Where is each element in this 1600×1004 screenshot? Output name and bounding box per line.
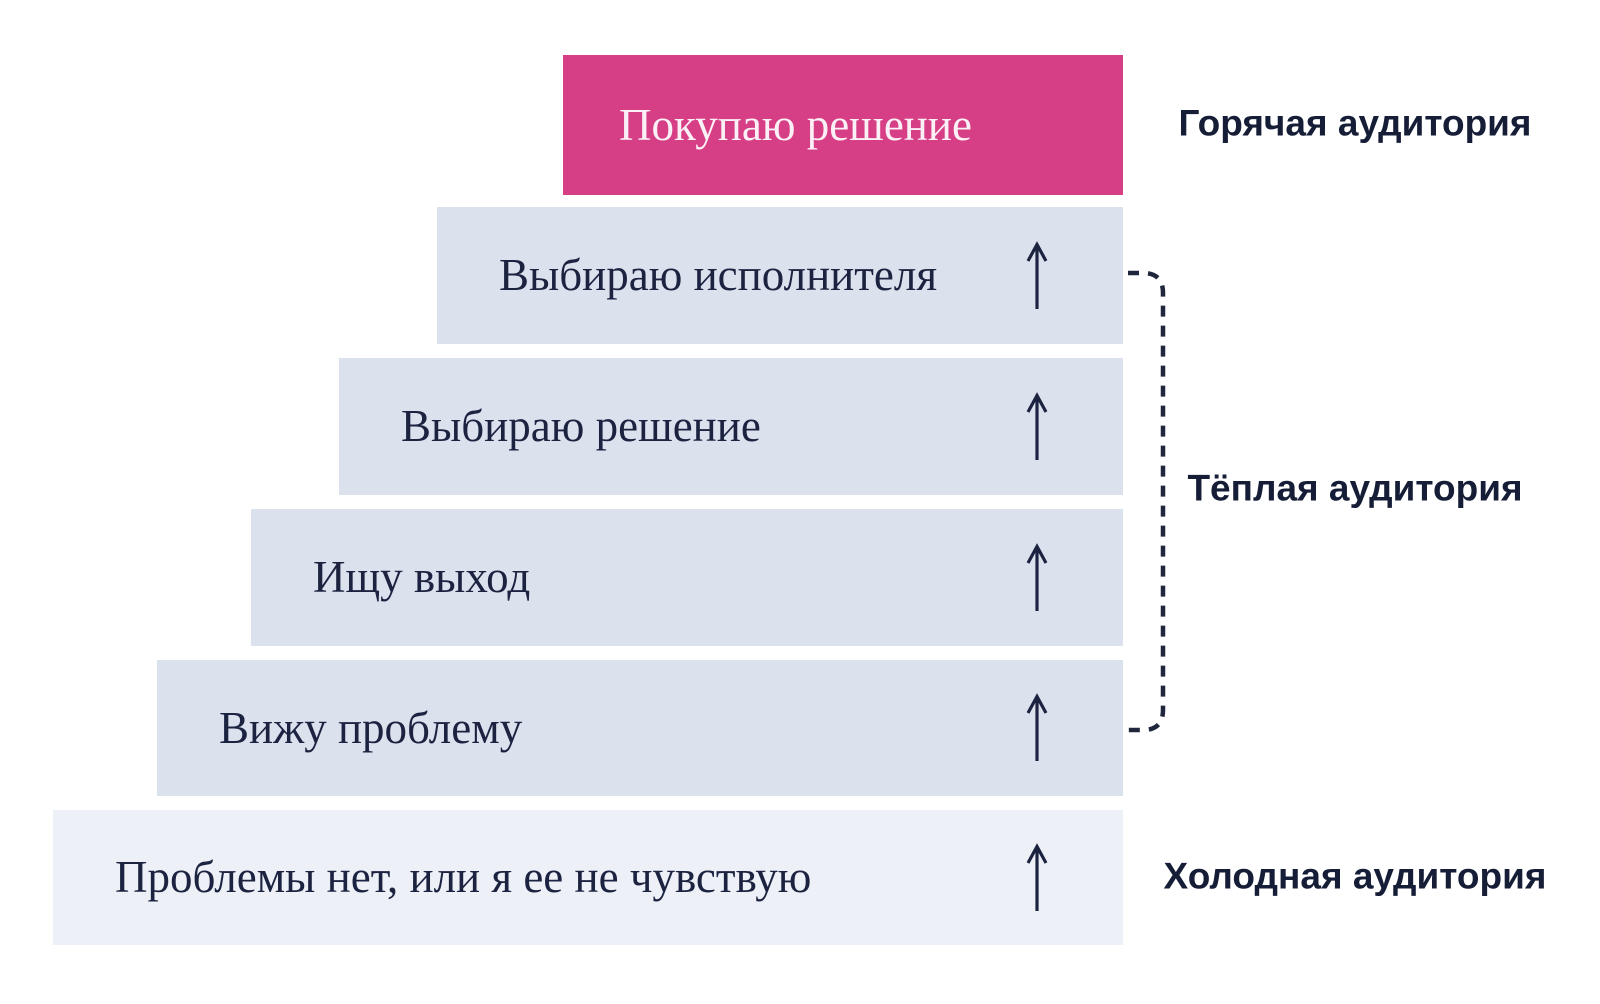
stage-bar-choose-solution [339, 358, 1123, 495]
stage-label: Покупаю решение [619, 99, 972, 150]
stage-label: Ищу выход [313, 552, 531, 602]
audience-label-hot: Горячая аудитория [1178, 102, 1532, 144]
up-arrow-icon [1023, 543, 1051, 613]
stage-bar-see-problem [157, 660, 1123, 796]
stage-bar-buy-solution [563, 55, 1123, 195]
stage-bar-choose-contractor [437, 207, 1123, 344]
up-arrow-icon [1023, 693, 1051, 763]
stage-label: Проблемы нет, или я ее не чувствую [115, 852, 812, 902]
stage-bar-no-problem [53, 810, 1123, 945]
stage-label: Вижу проблему [219, 702, 523, 753]
stage-label: Выбираю решение [401, 401, 761, 451]
audience-label-cold: Холодная аудитория [1163, 855, 1547, 897]
stage-label: Выбираю исполнителя [499, 250, 938, 300]
stage-bar-search-way-out [251, 509, 1123, 646]
up-arrow-icon [1023, 392, 1051, 462]
up-arrow-icon [1023, 241, 1051, 311]
up-arrow-icon [1023, 843, 1051, 913]
audience-label-warm: Тёплая аудитория [1187, 467, 1523, 509]
